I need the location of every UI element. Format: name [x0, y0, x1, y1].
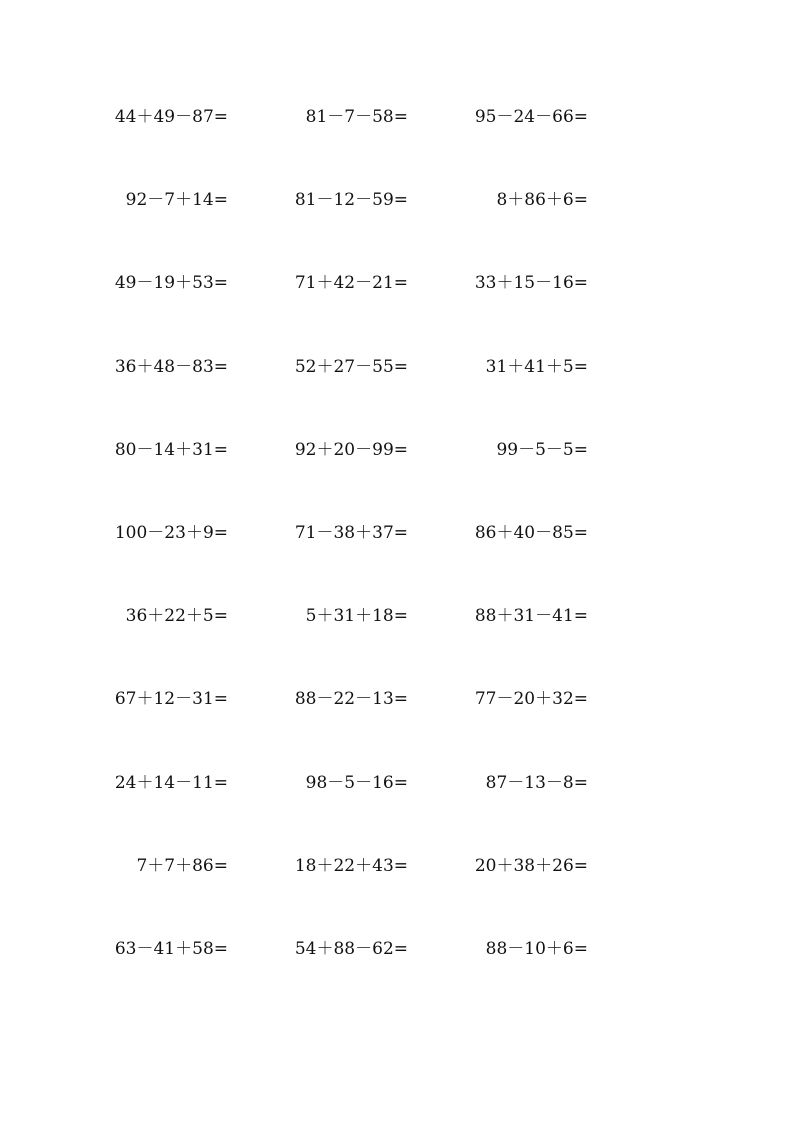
- problem-expression: 36＋22＋5=: [125, 606, 228, 627]
- problem-row: [0, 187, 794, 270]
- problem-expression: 99－5－5=: [496, 439, 588, 460]
- problem-row: [0, 686, 794, 769]
- problem-expression: 24＋14－11=: [114, 772, 228, 793]
- problem-expression: 36＋48－83=: [114, 356, 228, 377]
- problem-expression: 86＋40－85=: [474, 522, 588, 543]
- problem-expression: 87－13－8=: [485, 772, 588, 793]
- problem-row: [0, 104, 794, 187]
- problem-expression: 100－23＋9=: [114, 522, 228, 543]
- problem-expression: 49－19＋53=: [114, 273, 228, 294]
- problem-expression: 98－5－16=: [305, 772, 408, 793]
- problem-expression: 52＋27－55=: [294, 356, 408, 377]
- problem-row: [0, 270, 794, 353]
- problem-expression: 80－14＋31=: [114, 439, 228, 460]
- problem-row: [0, 936, 794, 1019]
- problem-expression: 31＋41＋5=: [485, 356, 588, 377]
- problem-expression: 81－7－58=: [305, 107, 408, 127]
- problem-expression: 81－12－59=: [294, 190, 408, 211]
- problem-expression: 54＋88－62=: [294, 938, 408, 959]
- problem-row: [0, 603, 794, 686]
- problem-expression: 92＋20－99=: [294, 439, 408, 460]
- problem-expression: 44＋49－87=: [114, 107, 228, 127]
- problem-expression: 20＋38＋26=: [474, 855, 588, 876]
- problem-expression: 5＋31＋18=: [305, 606, 408, 627]
- problem-expression: 33＋15－16=: [474, 273, 588, 294]
- problem-expression: 95－24－66=: [474, 107, 588, 127]
- arithmetic-problem-grid: [0, 104, 794, 1019]
- problem-expression: 8＋86＋6=: [496, 190, 588, 211]
- problem-expression: 63－41＋58=: [114, 938, 228, 959]
- problem-row: [0, 853, 794, 936]
- problem-expression: 92－7＋14=: [125, 190, 228, 211]
- problem-expression: 67＋12－31=: [114, 689, 228, 710]
- problem-expression: 88＋31－41=: [474, 606, 588, 627]
- problem-expression: 88－10＋6=: [485, 938, 588, 959]
- problem-row: [0, 354, 794, 437]
- problem-expression: 7＋7＋86=: [136, 855, 228, 876]
- problem-row: [0, 437, 794, 520]
- problem-row: [0, 770, 794, 853]
- problem-expression: 77－20＋32=: [474, 689, 588, 710]
- problem-row: [0, 520, 794, 603]
- problem-expression: 71－38＋37=: [294, 522, 408, 543]
- problem-expression: 88－22－13=: [294, 689, 408, 710]
- problem-expression: 71＋42－21=: [294, 273, 408, 294]
- problem-expression: 18＋22＋43=: [294, 855, 408, 876]
